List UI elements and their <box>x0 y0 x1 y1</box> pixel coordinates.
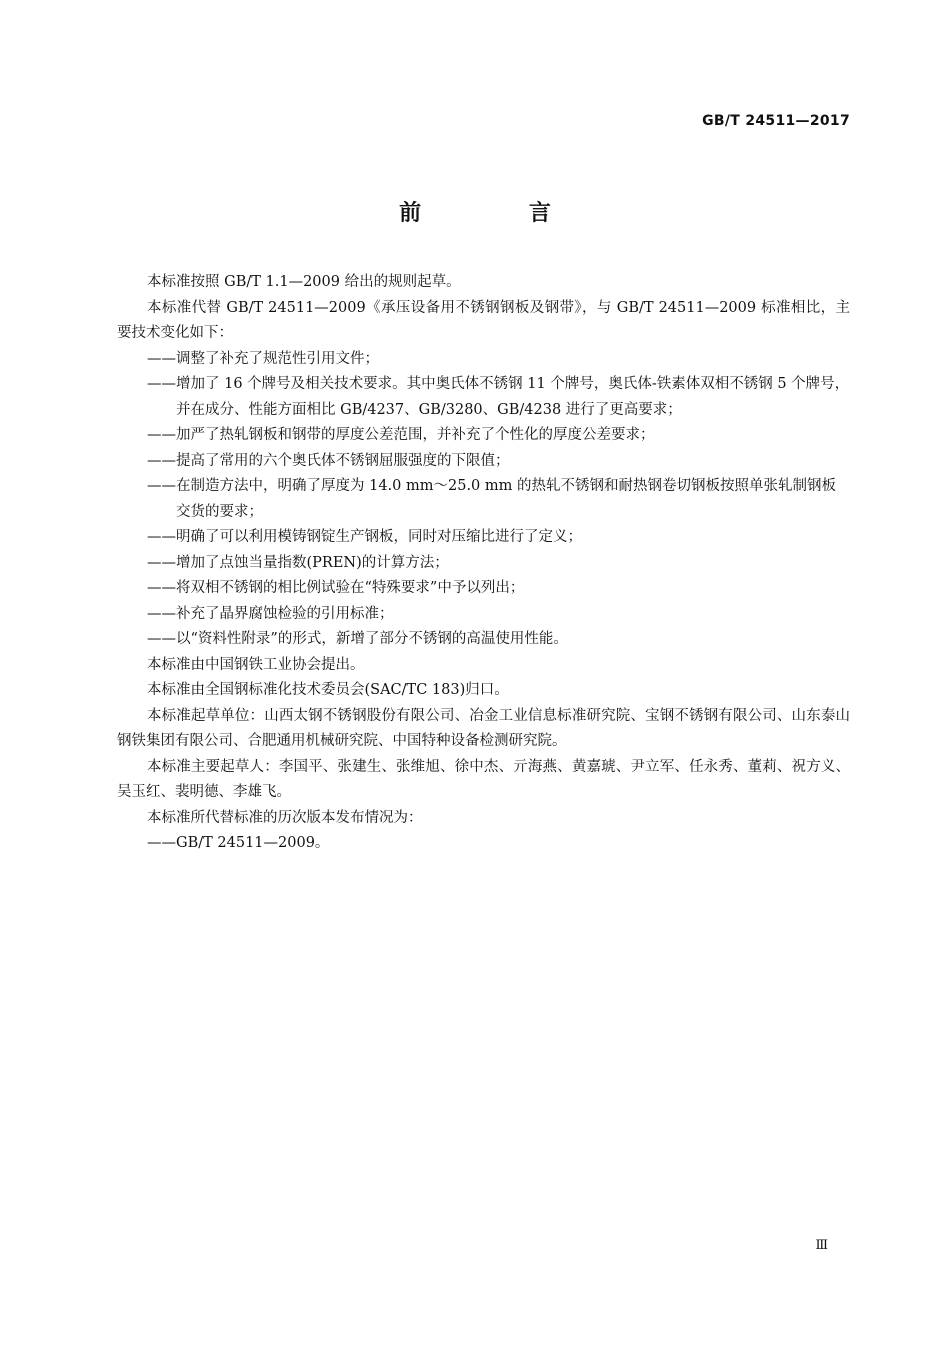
page-title: 前 言 <box>399 201 601 226</box>
changes-list <box>117 347 850 653</box>
standard-number: GB/T 24511—2017 <box>702 113 850 129</box>
list-item-text: 增加了点蚀当量指数(PREN)的计算方法； <box>176 554 449 571</box>
drafters: 本标准主要起草人：李国平、张建生、张维旭、徐中杰、亓海燕、黄嘉琥、尹立军、任永秀、董莉、祝方义、吴玉红、裴明德、李雄飞。 <box>117 758 850 800</box>
list-item-text: 加严了热轧钢板和钢带的厚度公差范围，并补充了个性化的厚度公差要求； <box>176 427 655 443</box>
dash-marker: —— <box>147 835 176 851</box>
list-item-text: 以“资料性附录”的形式，新增了部分不锈钢的高温使用性能。 <box>176 631 568 647</box>
dash-marker: —— <box>147 554 176 571</box>
paragraph: 本标准代替 GB/T 24511—2009《承压设备用不锈钢钢板及钢带》，与 GB/T 24511—2009 标准相比，主要技术变化如下： <box>117 299 850 341</box>
list-item <box>117 525 850 551</box>
list-item <box>117 449 850 475</box>
list-item <box>117 347 850 373</box>
paragraph: 本标准按照 GB/T 1.1—2009 给出的规则起草。 <box>147 274 461 290</box>
list-item <box>117 576 850 602</box>
paragraph: 本标准所代替标准的历次版本发布情况为： <box>147 809 423 826</box>
list-item <box>117 372 850 423</box>
paragraph: 本标准由中国钢铁工业协会提出。 <box>147 656 365 673</box>
list-item <box>117 602 850 628</box>
list-item <box>117 474 850 525</box>
dash-marker: —— <box>147 529 176 545</box>
list-item-text: 提高了常用的六个奥氏体不锈钢屈服强度的下限值； <box>176 452 510 469</box>
history-item <box>117 831 850 857</box>
list-item <box>117 423 850 449</box>
paragraph: 本标准由全国钢标准化技术委员会(SAC/TC 183)归口。 <box>147 682 509 698</box>
list-item-text: 补充了晶界腐蚀检验的引用标准； <box>176 605 394 622</box>
dash-marker: —— <box>147 350 176 367</box>
list-item-text: 在制造方法中，明确了厚度为 14.0 mm～25.0 mm 的热轧不锈钢和耐热钢卷切钢板按照单张轧制钢板交货的要求； <box>176 478 837 520</box>
list-item <box>117 551 850 577</box>
document-body <box>117 270 850 857</box>
list-item-text: 将双相不锈钢的相比例试验在“特殊要求”中予以列出； <box>176 580 525 596</box>
list-item-text: 明确了可以利用模铸钢锭生产钢板，同时对压缩比进行了定义； <box>176 529 582 545</box>
dash-marker: —— <box>147 631 176 647</box>
page-number: Ⅲ <box>815 1238 828 1253</box>
dash-marker: —— <box>147 427 176 443</box>
dash-marker: —— <box>147 452 176 469</box>
drafting-units: 本标准起草单位：山西太钢不锈钢股份有限公司、冶金工业信息标准研究院、宝钢不锈钢有限公司、山东泰山钢铁集团有限公司、合肥通用机械研究院、中国特种设备检测研究院。 <box>117 707 850 749</box>
list-item-text: 调整了补充了规范性引用文件； <box>176 350 379 367</box>
dash-marker: —— <box>147 605 176 622</box>
dash-marker: —— <box>147 478 176 494</box>
dash-marker: —— <box>147 376 176 392</box>
dash-marker: —— <box>147 580 176 596</box>
history-text: GB/T 24511—2009。 <box>176 835 330 851</box>
list-item <box>117 627 850 653</box>
list-item-text: 增加了 16 个牌号及相关技术要求。其中奥氏体不锈钢 11 个牌号，奥氏体-铁素体双相不锈钢 5 个牌号，并在成分、性能方面相比 GB/4237、GB/3280、GB/4238 进行了更高要求； <box>176 376 850 418</box>
